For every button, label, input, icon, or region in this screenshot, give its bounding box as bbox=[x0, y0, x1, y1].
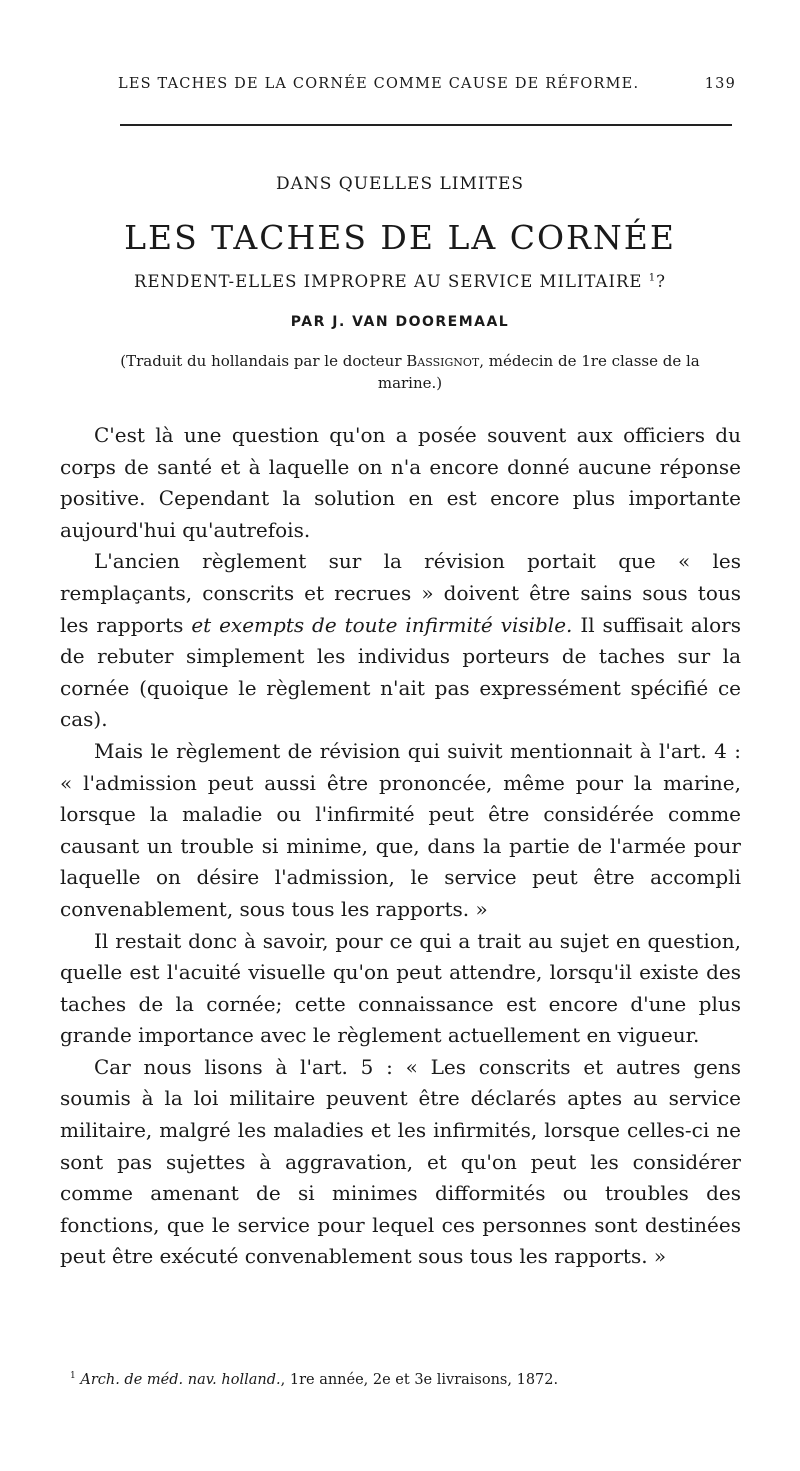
article-title: LES TACHES DE LA CORNÉE bbox=[124, 218, 676, 257]
translator-name: Bassignot bbox=[406, 352, 480, 370]
article-subtitle bbox=[0, 272, 800, 291]
translation-note-before: (Traduit du hollandais par le docteur bbox=[120, 352, 407, 370]
paragraph-2 bbox=[60, 546, 741, 736]
page-number: 139 bbox=[704, 76, 736, 92]
body-text bbox=[60, 420, 741, 1273]
translation-note-after: , médecin de 1re classe de la marine.) bbox=[377, 352, 700, 392]
footnote-source: Arch. de méd. nav. holland. bbox=[80, 1371, 281, 1388]
article-subtitle-end: ? bbox=[656, 272, 666, 291]
footnote-mark: 1 bbox=[70, 1371, 76, 1381]
article-overtitle: DANS QUELLES LIMITES bbox=[275, 174, 525, 194]
paragraph-2-italic: et exempts de toute infirmité visible. bbox=[191, 612, 573, 637]
paragraph-2-text-a: L'ancien règlement sur la révision portait que « les remplaçants, conscrits et recrues » doivent être sains sous tous les rapports bbox=[60, 549, 741, 637]
paragraph-5: Car nous lisons à l'art. 5 : « Les conscrits et autres gens soumis à la loi militaire peuvent être déclarés aptes au service militaire, malgré les maladies et les infirmités, lorsque celles-ci ne sont pas sujettes à aggravation, et qu'on peut les considérer comme amenant de si minimes difformités ou troubles des fonctions, que le service pour lequel ces personnes sont destinées peut être exécuté convenablement sous tous les rapports. » bbox=[60, 1054, 741, 1269]
article-subtitle-text: RENDENT-ELLES IMPROPRE AU SERVICE MILITAIRE bbox=[134, 272, 643, 291]
footnote-details: , 1re année, 2e et 3e livraisons, 1872. bbox=[280, 1371, 559, 1388]
paragraph-1: C'est là une question qu'on a posée souvent aux officiers du corps de santé et à laquelle on n'a encore donné aucune réponse positive. Cependant la solution en est encore plus importante aujourd'hui qu'autrefois. bbox=[60, 423, 741, 542]
footnote bbox=[60, 1371, 741, 1388]
running-head-title: LES TACHES DE LA CORNÉE COMME CAUSE DE RÉFORME. bbox=[118, 76, 640, 92]
paragraph-2-text-b: Il suffisait alors de rebuter simplement les individus porteurs de taches sur la cornée (quoique le règlement n'ait pas expressément spécifié ce cas). bbox=[60, 612, 741, 732]
paragraph-4: Il restait donc à savoir, pour ce qui a trait au sujet en question, quelle est l'acuité visuelle qu'on peut attendre, lorsqu'il existe des taches de la cornée; cette connaissance est encore d'une plus grande importance avec le règlement actuellement en vigueur. bbox=[60, 928, 741, 1048]
subtitle-footnote-mark[interactable]: 1 bbox=[648, 272, 657, 284]
header-rule bbox=[120, 124, 732, 126]
running-head bbox=[118, 76, 736, 100]
paragraph-3: Mais le règlement de révision qui suivit mentionnait à l'art. 4 : « l'admission peut aussi être prononcée, même pour la marine, lorsque la maladie ou l'infirmité peut être considérée comme causant un trouble si minime, que, dans la partie de l'armée pour laquelle on désire l'admission, le service peut être accompli convenablement, sous tous les rapports. » bbox=[60, 738, 741, 921]
translation-note bbox=[90, 350, 730, 394]
article-author: PAR J. VAN DOOREMAAL bbox=[290, 314, 510, 330]
